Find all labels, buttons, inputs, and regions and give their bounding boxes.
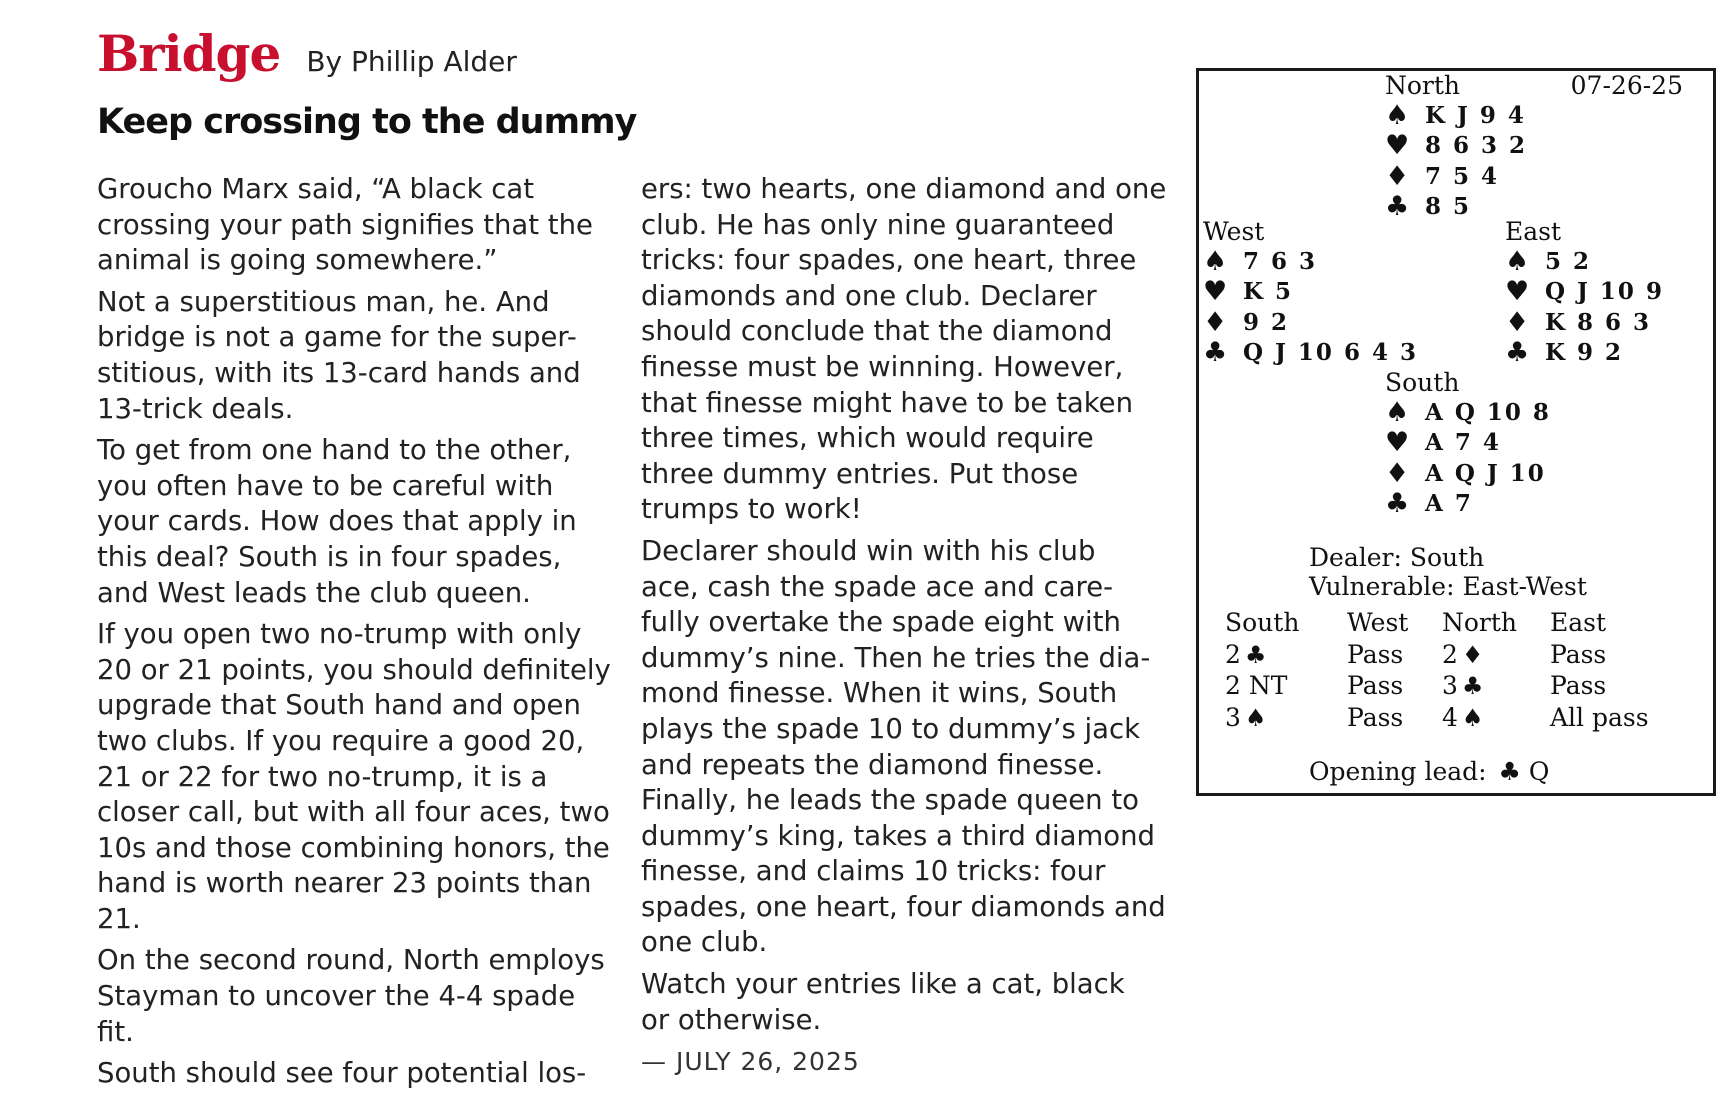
auction-bid xyxy=(1550,702,1690,734)
bid-text: 4 xyxy=(1442,702,1458,732)
paragraph xyxy=(97,1056,632,1092)
text-line: fully overtake the spade eight with xyxy=(641,606,1121,639)
text-line: three times, which would require xyxy=(641,422,1094,455)
text-line: 21 or 22 for two no-trump, it is a xyxy=(97,760,548,793)
diamond-suit-icon: ♦ xyxy=(1203,306,1228,338)
card-holding: 8 5 xyxy=(1425,193,1472,221)
text-line: To get from one hand to the other, xyxy=(97,434,572,467)
paragraph xyxy=(641,967,1176,1038)
text-line: this deal? South is in four spades, xyxy=(97,540,562,573)
text-line: crossing your path signifies that the xyxy=(97,208,593,241)
text-line: tricks: four spades, one heart, three xyxy=(641,244,1137,277)
bid-text: 2 xyxy=(1442,639,1458,669)
text-line: spades, one heart, four diamonds and xyxy=(641,890,1166,923)
dealer-info: Dealer: South xyxy=(1309,543,1485,572)
card-holding: A Q J 10 xyxy=(1425,459,1546,487)
auction-bid xyxy=(1550,670,1690,702)
hand-west xyxy=(1203,217,1418,368)
text-line: Not a superstitious man, he. And xyxy=(97,285,550,318)
bridge-deal-diagram xyxy=(1196,68,1716,796)
heart-suit-icon: ♥ xyxy=(1505,276,1530,308)
heart-suit-icon: ♥ xyxy=(1385,130,1410,162)
bid-text: 3 xyxy=(1442,671,1458,700)
diamond-suit-icon: ♦ xyxy=(1505,306,1530,338)
suit-holding-hearts xyxy=(1385,131,1527,162)
hand-east-label: East xyxy=(1505,217,1562,246)
opening-lead-label: Opening lead: xyxy=(1309,757,1487,786)
bid-suit-icon: ♣ xyxy=(1244,640,1267,669)
text-line: finesse must be winning. However, xyxy=(641,350,1124,383)
suit-holding-spades xyxy=(1505,246,1664,277)
text-line: trumps to work! xyxy=(641,493,862,526)
bid-text: 2 NT xyxy=(1225,671,1288,700)
text-line: fit. xyxy=(97,1015,134,1048)
column-brand: Bridge xyxy=(97,24,281,83)
hand-north xyxy=(1385,71,1527,222)
paragraph xyxy=(97,617,632,937)
card-holding: A Q 10 8 xyxy=(1425,398,1551,426)
card-holding: A 7 xyxy=(1425,490,1473,518)
hand-west-label: West xyxy=(1203,217,1265,246)
text-line: Stayman to uncover the 4-4 spade xyxy=(97,980,576,1013)
opening-lead-card: Q xyxy=(1528,757,1550,786)
text-line: dummy’s king, takes a third diamond xyxy=(641,819,1155,852)
text-line: mond finesse. When it wins, South xyxy=(641,677,1118,710)
club-suit-icon: ♣ xyxy=(1203,337,1228,369)
text-line: 21. xyxy=(97,902,141,935)
text-line: and repeats the diamond finesse. xyxy=(641,748,1104,781)
text-line: 10s and those combining honors, the xyxy=(97,831,610,864)
suit-holding-hearts xyxy=(1505,277,1664,308)
text-line: club. He has only nine guaranteed xyxy=(641,208,1115,241)
auction-bid xyxy=(1225,670,1365,702)
club-suit-icon: ♣ xyxy=(1498,757,1521,786)
suit-holding-spades xyxy=(1385,397,1551,428)
text-line: Declarer should win with his club xyxy=(641,534,1096,567)
card-holding: K J 9 4 xyxy=(1425,101,1526,129)
card-holding: 9 2 xyxy=(1243,308,1290,336)
club-suit-icon: ♣ xyxy=(1505,337,1530,369)
article-column-2 xyxy=(641,172,1176,1080)
auction-header: East xyxy=(1550,608,1607,637)
card-holding: 7 6 3 xyxy=(1243,247,1318,275)
club-suit-icon: ♣ xyxy=(1385,488,1410,520)
auction-bid xyxy=(1550,639,1690,671)
text-line: 20 or 21 points, you should definitely xyxy=(97,653,611,686)
text-line: South should see four potential los- xyxy=(97,1057,587,1090)
bid-text: Pass xyxy=(1347,671,1404,700)
hand-south-label: South xyxy=(1385,368,1460,397)
paragraph xyxy=(97,285,632,427)
suit-holding-clubs xyxy=(1505,338,1664,369)
text-line: ace, cash the spade ace and care- xyxy=(641,570,1114,603)
text-line: should conclude that the diamond xyxy=(641,315,1113,348)
text-line: On the second round, North employs xyxy=(97,944,605,977)
bid-text: Pass xyxy=(1550,639,1607,669)
suit-holding-spades xyxy=(1203,246,1418,277)
diamond-suit-icon: ♦ xyxy=(1385,457,1410,489)
text-line: Finally, he leads the spade queen to xyxy=(641,784,1139,817)
text-line: finesse, and claims 10 tricks: four xyxy=(641,855,1106,888)
text-line: animal is going somewhere.” xyxy=(97,244,498,277)
bid-text: Pass xyxy=(1347,639,1404,669)
text-line: plays the spade 10 to dummy’s jack xyxy=(641,712,1141,745)
card-holding: 7 5 4 xyxy=(1425,162,1500,190)
card-holding: K 5 xyxy=(1243,278,1294,306)
card-holding: K 9 2 xyxy=(1545,339,1624,367)
hand-south xyxy=(1385,368,1551,519)
spade-suit-icon: ♠ xyxy=(1385,396,1410,428)
paragraph xyxy=(97,172,632,279)
card-holding: K 8 6 3 xyxy=(1545,308,1652,336)
bid-text: 3 xyxy=(1225,702,1241,732)
byline: By Phillip Alder xyxy=(306,45,517,78)
text-line: ers: two hearts, one diamond and one xyxy=(641,173,1167,205)
paragraph xyxy=(97,433,632,611)
text-line: diamonds and one club. Declarer xyxy=(641,279,1097,312)
heart-suit-icon: ♥ xyxy=(1385,427,1410,459)
card-holding: 8 6 3 2 xyxy=(1425,132,1528,160)
suit-holding-clubs xyxy=(1203,338,1418,369)
suit-holding-clubs xyxy=(1385,489,1551,520)
spade-suit-icon: ♠ xyxy=(1385,99,1410,131)
bid-text: Pass xyxy=(1347,702,1404,732)
card-holding: Q J 10 9 xyxy=(1545,278,1664,306)
club-suit-icon: ♣ xyxy=(1385,191,1410,223)
auction-header: North xyxy=(1442,608,1518,637)
bid-suit-icon: ♣ xyxy=(1461,672,1484,700)
suit-holding-hearts xyxy=(1203,277,1418,308)
suit-holding-hearts xyxy=(1385,428,1551,459)
vulnerability-info: Vulnerable: East-West xyxy=(1309,572,1587,601)
bid-suit-icon: ♦ xyxy=(1461,640,1484,669)
auction-column xyxy=(1550,607,1690,733)
article-column-1 xyxy=(97,172,632,1098)
heart-suit-icon: ♥ xyxy=(1203,276,1228,308)
text-line: dummy’s nine. Then he tries the dia- xyxy=(641,641,1151,674)
hand-east xyxy=(1505,217,1664,368)
diamond-suit-icon: ♦ xyxy=(1385,160,1410,192)
text-line: that finesse might have to be taken xyxy=(641,386,1134,419)
suit-holding-diamonds xyxy=(1203,307,1418,338)
dateline: — JULY 26, 2025 xyxy=(641,1047,860,1077)
bid-text: Pass xyxy=(1550,671,1607,700)
bid-text: 2 xyxy=(1225,639,1241,669)
text-line: one club. xyxy=(641,926,768,959)
column-header xyxy=(97,24,517,83)
spade-suit-icon: ♠ xyxy=(1203,245,1228,277)
text-line: three dummy entries. Put those xyxy=(641,457,1079,490)
auction-bid xyxy=(1225,639,1365,671)
text-line: or otherwise. xyxy=(641,1003,822,1036)
suit-holding-diamonds xyxy=(1505,307,1664,338)
auction-column xyxy=(1225,607,1365,733)
auction-header: South xyxy=(1225,608,1300,637)
bid-suit-icon: ♠ xyxy=(1461,703,1484,732)
hand-north-label: North xyxy=(1385,71,1461,100)
text-line: If you open two no-trump with only xyxy=(97,618,582,651)
suit-holding-spades xyxy=(1385,100,1527,131)
text-line: you often have to be careful with xyxy=(97,469,554,502)
paragraph xyxy=(641,534,1176,961)
text-line: upgrade that South hand and open xyxy=(97,689,581,722)
auction-bid xyxy=(1225,702,1365,734)
opening-lead xyxy=(1309,757,1549,786)
suit-holding-diamonds xyxy=(1385,458,1551,489)
text-line: Groucho Marx said, “A black cat xyxy=(97,173,535,205)
text-line: bridge is not a game for the super- xyxy=(97,321,577,354)
headline: Keep crossing to the dummy xyxy=(97,102,637,142)
auction-header: West xyxy=(1347,608,1409,637)
text-line: closer call, but with all four aces, two xyxy=(97,796,610,829)
card-holding: Q J 10 6 4 3 xyxy=(1243,339,1418,367)
paragraph xyxy=(97,943,632,1050)
text-line: two clubs. If you require a good 20, xyxy=(97,724,585,757)
text-line: your cards. How does that apply in xyxy=(97,505,577,538)
text-line: hand is worth nearer 23 points than xyxy=(97,867,592,900)
paragraph xyxy=(641,172,1176,528)
bid-text: All pass xyxy=(1550,702,1649,732)
suit-holding-diamonds xyxy=(1385,161,1527,192)
spade-suit-icon: ♠ xyxy=(1505,245,1530,277)
text-line: Watch your entries like a cat, black xyxy=(641,968,1125,1001)
text-line: and West leads the club queen. xyxy=(97,576,531,609)
card-holding: A 7 4 xyxy=(1425,429,1501,457)
bid-suit-icon: ♠ xyxy=(1244,703,1267,732)
card-holding: 5 2 xyxy=(1545,247,1592,275)
deal-date: 07-26-25 xyxy=(1570,71,1683,100)
text-line: stitious, with its 13-card hands and xyxy=(97,356,581,389)
text-line: 13-trick deals. xyxy=(97,392,294,425)
